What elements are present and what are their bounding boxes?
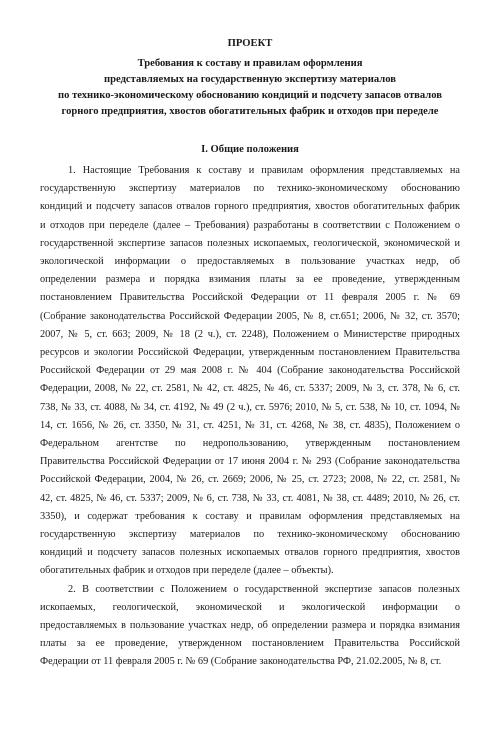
title-line: горного предприятия, хвостов обогатительных фабрик и отходов при переделе [61, 106, 439, 117]
paragraph-line: Федерации, 2008, № 22, ст. 2581, № 42, ст. 4825, № 46, ст. 5337; 2009, № 3, ст. 378, № 6, ст. [40, 383, 460, 395]
paragraph-line: Российской Федерации, 2004, № 26, ст. 2669; 2006, № 25, ст. 2723; 2008, № 22, ст. 2581, № [40, 474, 460, 486]
paragraph-line: 14, ст. 1656, № 26, ст. 3350, № 31, ст. 4251, № 31, ст. 4268, № 38, ст. 4835), Положением о [40, 419, 460, 431]
paragraph-line: Федеральном агентстве по недропользованию, утвержденным постановлением [40, 438, 460, 450]
paragraph-line: 1. Настоящие Требования к составу и правилам оформления представляемых на [68, 165, 460, 176]
paragraph-2 [40, 581, 460, 672]
paragraph-line: Российской Федерации от 29 мая 2008 г. № 404 (Собрание законодательства Российской [40, 365, 460, 377]
paragraph-line: экологической информации о предоставляемых в пользование участках недр, об [40, 256, 460, 268]
paragraph-line: 738, № 33, ст. 4088, № 34, ст. 4192, № 49 (2 ч.), ст. 5976; 2010, № 5, ст. 538, № 10, ст. 1094, № [40, 401, 460, 413]
paragraph-line: государственную экспертизу материалов по технико-экономическому обоснованию [40, 529, 460, 541]
paragraph-line: (Собрание законодательства Российской Федерации 2005, № 8, ст.651; 2006, № 32, ст. 3570; [40, 310, 460, 322]
paragraph-line: 2. В соответствии с Положением о государственной экспертизе запасов полезных [68, 583, 460, 595]
title-line: по технико-экономическому обоснованию кондиций и подсчету запасов отвалов [58, 90, 442, 101]
paragraph-line: ресурсов и экологии Российской Федерации, утвержденным постановлением Правительства [40, 347, 460, 359]
document-header [40, 36, 460, 120]
paragraph-line: кондиций и подсчету запасов отвалов горного предприятия, хвостов обогатительных фабрик [40, 201, 460, 213]
paragraph-line: Правительства Российской Федерации от 17 июня 2004 г. № 293 (Собрание законодательства [40, 456, 460, 468]
paragraph-line: и отходов при переделе (далее – Требования) разработаны в соответствии с Положением о [40, 219, 460, 231]
paragraph-line: Федерации от 11 февраля 2005 г. № 69 (Собрание законодательства РФ, 21.02.2005, № 8, ст. [40, 656, 442, 668]
title-line: представляемых на государственную экспертизу материалов [104, 74, 396, 85]
paragraph-line: платы за ее проведение, утвержденном постановлением Правительства Российской [40, 638, 460, 650]
paragraph-line: обогатительных фабрик и отходов при переделе (далее – объекты). [40, 565, 334, 577]
paragraph-line: постановлением Правительства Российской Федерации от 11 февраля 2005 г. № 69 [40, 292, 460, 304]
paragraph-line: 3350), и содержат требования к составу и правилам оформления представляемых на [40, 510, 460, 522]
paragraph-line: ископаемых, геологической, экономической и экологической информации о [40, 601, 460, 613]
draft-label: ПРОЕКТ [227, 38, 273, 49]
paragraph-1 [40, 162, 460, 581]
title-line: Требования к составу и правилам оформления [137, 58, 363, 69]
paragraph-line: кондиций и подсчету запасов полезных ископаемых отвалов горного предприятия, хвостов [40, 547, 460, 559]
paragraph-line: определении размера и порядка взимания платы за ее проведение, утвержденным [40, 274, 460, 286]
paragraph-line: государственную экспертизу материалов по технико-экономическому обоснованию [40, 183, 460, 195]
paragraph-line: предоставляемых в пользование участках недр, об определении размера и порядка взимания [40, 620, 460, 632]
section-title: I. Общие положения [201, 144, 299, 155]
paragraph-line: государственной экспертизе запасов полезных ископаемых, геологической, экономической и [40, 237, 460, 249]
paragraph-line: 42, ст. 4825, № 46, ст. 5337; 2009, № 6, ст. 738, № 33, ст. 4081, № 38, ст. 4489; 2010, № 26, ст. [40, 492, 460, 504]
paragraph-line: 2007, № 5, ст. 663; 2009, № 18 (2 ч.), ст. 2248), Положением о Министерстве природных [40, 328, 460, 340]
